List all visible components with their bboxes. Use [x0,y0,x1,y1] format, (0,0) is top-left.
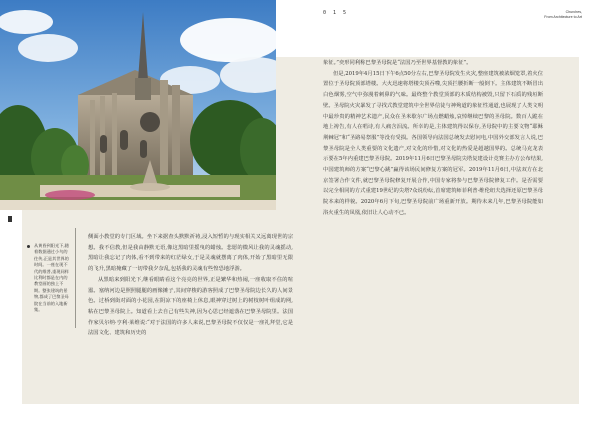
column-divider [75,228,76,328]
paragraph: 象征。”奕形同利称巴黎圣母院是“法国乃至世界基督教的象征”。 [323,60,472,66]
caption-bullet-icon [27,245,30,248]
section-marker [8,216,12,222]
running-title-line2: From Architecture to Art [544,15,582,19]
running-title-line1: Churches, [565,10,582,14]
paragraph: 侧面小教堂的专门区域。坐下来据查头默默祈祷,浸入短暂的与现实相关又远离现世的宗想。我不信教,但是我由静默无语,像这黑暗里摇曳的蜡烛。悲愿的微风让我的灵魂摇动,黑暗让我忘记了肉体,看不到带来的红茫绿女,于是灵魂就摆离了肉体,开始了黑暗里无限的飞升,黑暗掩藏了一切带我夕奈乱,包括我的灵魂有些惶恐地浮游。 [88,234,293,273]
paragraph: 但是,2019年4月15日下午6点50分左右,巴黎圣母院发生火灾,整座建筑被浓烟笼罩,着火位置位于圣母院顶部塔楼。大火迅速将塔楼尖顶吞噬,尖顶拦腰折断一般倒下。主体建筑不断冒出白色烟雾,空气中弥漫着刺鼻的气味。最终整个教堂顶部的木质结构被毁,只留下石质的残垣断壁。圣母院火灾暴发了寻找式教堂建筑中全世界信徒与神殉道的象征性通道,也展现了人类文明中最珍贵的精神艺术遗产,民众在圣米歇尔广场点燃蜡烛,哀悼继续巴黎的圣母院。数百人跪在地上祷告,有人在唱诗,有人痛含泪流。所幸的是,主体建筑得以保存,圣母院中的主要文物“耶稣荆棘冠”和“圣路易祭服”等没有受损。各国领导向法国总统发去慰问电,中国外交部发言人说,巴黎圣母院是全人类重要的文化遗产,对文化的珍惜,对文化的热爱是超越国界的。总统马克龙表示要在5年内重建巴黎圣母院。2019年11月6日巴黎圣母院尖塔复建设计竞赛主办方公布结果,中国建筑师的方案“巴黎心跳”赢得该场民间修复方案的冠军。2019年11月6日,中法双方在北京签署合作文件,就巴黎圣母院修复开展合作,中国专家将参与巴黎圣母院修复工作。是否需要以完全相同的方式重建19世纪的尖塔?众说纷纭,首席建筑师菲利普·维伦纽夫选择还原巴黎圣母院本来的样貌。2020年6月下旬,巴黎圣母院前广场重新开放。期待未来几年,巴黎圣母院能如浴火重生的凤凰,依旧让人心动不已。 [323,70,543,216]
body-column-right [323,58,543,219]
paragraph: 从黑暗来到阳光下,继看眼睛看这个亮亮的世界,正是繁华和热闹,一座收取不住的喧嚣。塞纳河边是照照腿腿的画像摊子,其间穿梭的游客照成了巴黎圣母院边长久的人间景色。过桥到街对面的小花园,在阴凉下的座椅上休息,眼神穿过树上的树枝树叶组成的网,粘在巴黎圣母院上。知道看上去自己有些失神,因为心思已经遮落在巴黎圣母院里。法国作家贝尔纳·亨利·莱维说:“对于法国的许多人来说,巴黎圣母院不仅仅是一座礼拜堂,它是法国文化、建筑和历史的 [88,276,293,337]
photo-caption: 从黄昏到阳光下,随着数据通过小鸟的往传,正是其世界的时间。一座在现不代的维普,重现同样比利时都是在内的教堂画的独上不期。整张建筑的景物,都成了巴黎圣母院在当前的入地新集。 [34,243,69,313]
page-number: 0 1 5 [323,10,349,16]
running-title [544,10,582,20]
body-column-left [88,232,293,339]
notre-dame-cathedral-photo [0,0,276,210]
